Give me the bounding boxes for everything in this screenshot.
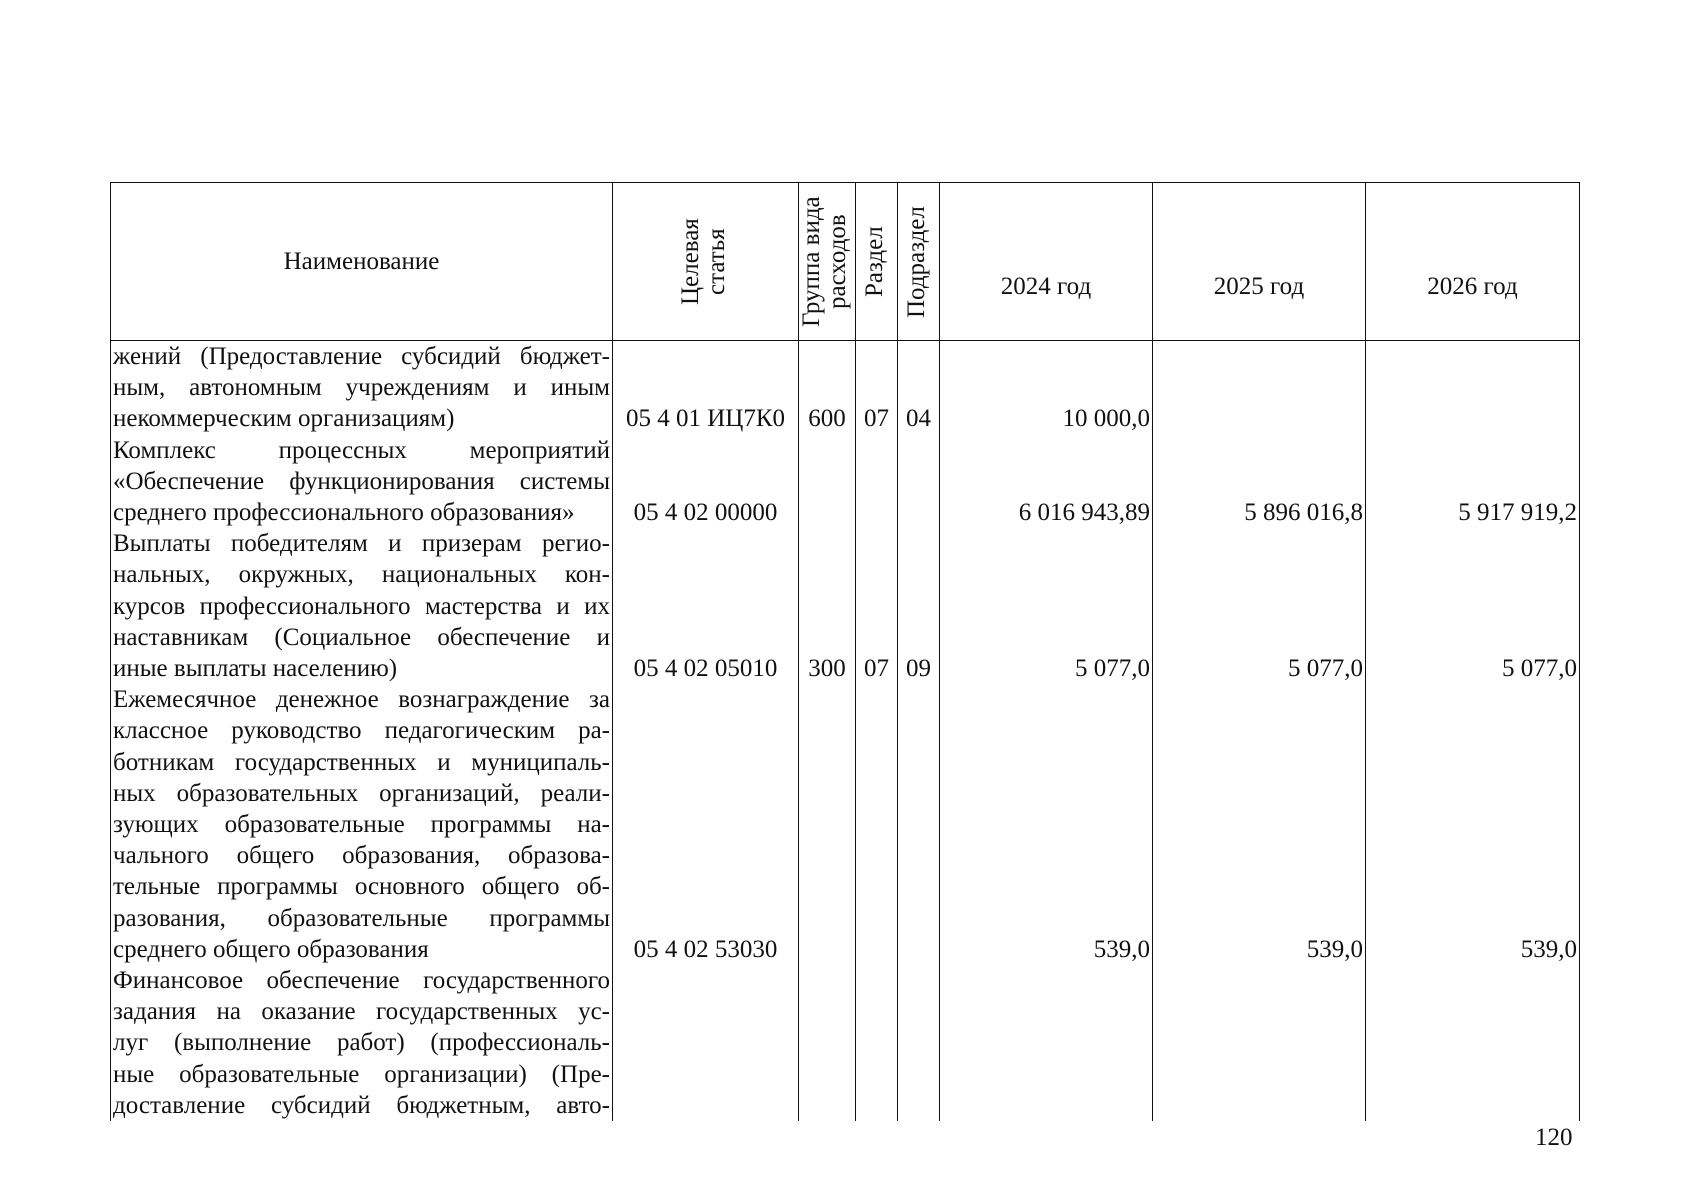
cell-subsection: 04 — [898, 341, 940, 435]
row-name-line: иные выплаты населению) — [113, 655, 398, 683]
row-name-line: ные образовательные организации) (Пре- — [113, 1060, 610, 1088]
row-name-line: тельные программы основного общего об- — [113, 873, 610, 901]
cell-y2026: 539,0 — [1366, 684, 1580, 965]
cell-y2026 — [1366, 341, 1580, 435]
row-name-line: чального общего образования, образова- — [113, 842, 610, 870]
header-section: Раздел — [856, 183, 898, 341]
header-2025: 2025 год — [1153, 183, 1366, 341]
cell-section — [856, 684, 898, 965]
cell-group: 600 — [799, 341, 856, 435]
cell-group: 300 — [799, 528, 856, 684]
cell-y2024: 539,0 — [940, 684, 1153, 965]
row-name-line: доставление субсидий бюджетным, авто- — [113, 1091, 610, 1119]
row-name-line: ботникам государственных и муниципаль- — [113, 748, 610, 776]
row-name-line: классное руководство педагогическим ра- — [113, 717, 610, 745]
row-name — [111, 341, 613, 435]
cell-section: 07 — [856, 528, 898, 684]
row-name-line: наставникам (Социальное обеспечение и — [113, 623, 610, 651]
cell-group — [799, 435, 856, 529]
cell-y2025: 5 896 016,8 — [1153, 435, 1366, 529]
header-name: Наименование — [111, 183, 613, 341]
row-name-line: зующих образовательные программы на- — [113, 811, 610, 839]
row-name-line: луг (выполнение работ) (профессиональ- — [113, 1029, 610, 1057]
row-name — [111, 965, 613, 1121]
cell-y2026: 5 917 919,2 — [1366, 435, 1580, 529]
row-name-line: разования, образовательные программы — [113, 904, 610, 932]
header-subsection: Подраздел — [898, 183, 940, 341]
cell-y2026 — [1366, 965, 1580, 1121]
cell-y2025 — [1153, 965, 1366, 1121]
page-number: 120 — [1535, 1124, 1573, 1151]
cell-y2024: 5 077,0 — [940, 528, 1153, 684]
row-name-line: некоммерческим организациям) — [113, 405, 455, 433]
cell-subsection — [898, 684, 940, 965]
cell-section — [856, 965, 898, 1121]
cell-target: 05 4 02 05010 — [613, 528, 799, 684]
table-row — [111, 528, 1580, 684]
cell-target: 05 4 01 ИЦ7К0 — [613, 341, 799, 435]
table-body — [111, 341, 1580, 1122]
row-name-line: Выплаты победителям и призерам регио- — [113, 530, 610, 558]
row-name-line: нальных, окружных, национальных кон- — [113, 561, 610, 589]
cell-y2026: 5 077,0 — [1366, 528, 1580, 684]
header-2026: 2026 год — [1366, 183, 1580, 341]
cell-target: 05 4 02 53030 — [613, 684, 799, 965]
table-row — [111, 684, 1580, 965]
cell-section: 07 — [856, 341, 898, 435]
table-row — [111, 435, 1580, 529]
header-group: Группа вида расходов — [799, 183, 856, 341]
cell-subsection — [898, 965, 940, 1121]
cell-y2025: 539,0 — [1153, 684, 1366, 965]
row-name-line: Комплекс процессных мероприятий — [113, 436, 610, 464]
header-2024: 2024 год — [940, 183, 1153, 341]
cell-y2024 — [940, 965, 1153, 1121]
budget-table — [110, 182, 1580, 1121]
row-name-line: курсов профессионального мастерства и их — [113, 592, 610, 620]
cell-y2024: 6 016 943,89 — [940, 435, 1153, 529]
cell-target — [613, 965, 799, 1121]
cell-y2025 — [1153, 341, 1366, 435]
row-name-line: «Обеспечение функционирования системы — [113, 467, 610, 495]
row-name-line: среднего общего образования — [113, 935, 429, 963]
cell-section — [856, 435, 898, 529]
row-name-line: Ежемесячное денежное вознаграждение за — [113, 686, 610, 714]
cell-subsection: 09 — [898, 528, 940, 684]
cell-target: 05 4 02 00000 — [613, 435, 799, 529]
row-name-line: ных образовательных организаций, реали- — [113, 779, 610, 807]
row-name — [111, 684, 613, 965]
row-name — [111, 435, 613, 529]
cell-group — [799, 965, 856, 1121]
row-name-line: ным, автономным учреждениям и иным — [113, 374, 610, 402]
cell-y2025: 5 077,0 — [1153, 528, 1366, 684]
table-row — [111, 965, 1580, 1121]
table-header — [111, 183, 1580, 341]
cell-group — [799, 684, 856, 965]
cell-subsection — [898, 435, 940, 529]
row-name-line: задания на оказание государственных ус- — [113, 998, 610, 1026]
row-name-line: Финансовое обеспечение государственного — [113, 967, 610, 995]
row-name-line: среднего профессионального образования» — [113, 499, 575, 527]
table-row — [111, 341, 1580, 435]
cell-y2024: 10 000,0 — [940, 341, 1153, 435]
header-target: Целевая статья — [613, 183, 799, 341]
row-name — [111, 528, 613, 684]
row-name-line: жений (Предоставление субсидий бюджет- — [113, 343, 610, 370]
